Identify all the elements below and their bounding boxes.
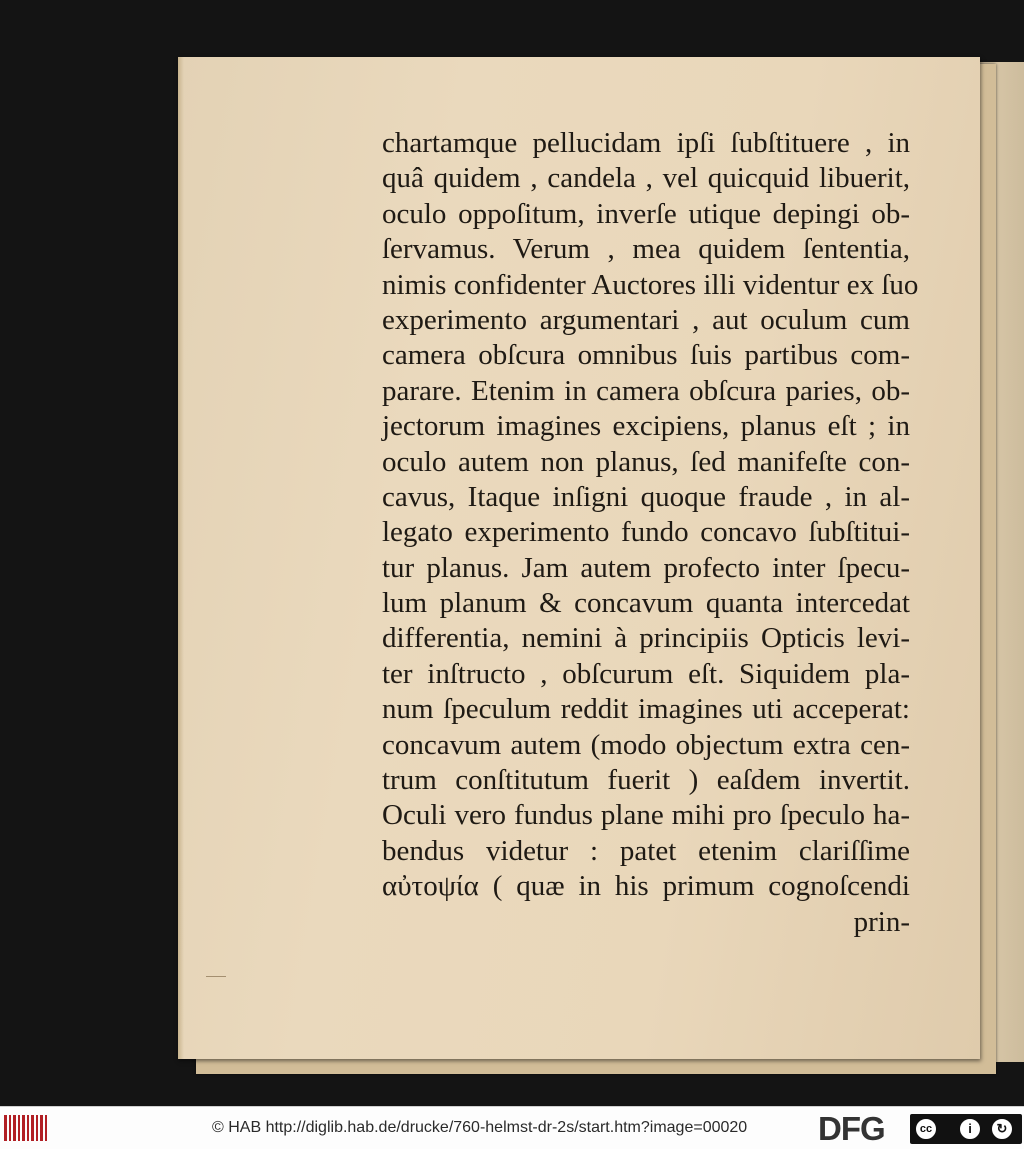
text-line: oculo oppoſitum, inverſe utique depingi ob- [382, 197, 910, 230]
text-line: nimis confidenter Auctores illi videntur ex ſuo [382, 268, 919, 301]
text-line: jectorum imagines excipiens, planus eſt ; in [382, 410, 910, 443]
page-text [382, 126, 919, 940]
text-line: parare. Etenim in camera obſcura paries, ob- [382, 374, 910, 407]
text-line: cavus, Itaque inſigni quoque fraude , in al- [382, 480, 910, 513]
text-line: camera obſcura omnibus ſuis partibus com- [382, 339, 910, 372]
text-line: num ſpeculum reddit imagines uti acceperat: [382, 693, 910, 726]
text-line: αὐτοψία ( quæ in his primum cognoſcendi [382, 870, 910, 903]
catchword: prin- [853, 905, 910, 938]
cc-license-badge[interactable] [910, 1114, 1022, 1144]
page-margin-mark [206, 976, 226, 977]
page-edge-shadow [178, 57, 184, 1059]
text-line: oculo autem non planus, ſed manifeſte con- [382, 445, 910, 478]
text-line: tur planus. Jam autem profecto inter ſpecu- [382, 551, 910, 584]
hab-barcode-logo-icon [4, 1115, 47, 1141]
text-line: trum conſtitutum fuerit ) eaſdem invertit. [382, 764, 910, 797]
text-line: legato experimento fundo concavo ſubſtitui- [382, 516, 910, 549]
text-line: chartamque pellucidam ipſi ſubſtituere , in [382, 127, 910, 159]
dfg-logo: DFG [818, 1110, 885, 1147]
text-line: differentia, nemini à principiis Opticis levi- [382, 622, 910, 655]
copyright-link[interactable]: © HAB http://diglib.hab.de/drucke/760-helmst-dr-2s/start.htm?image=00020 [212, 1119, 748, 1136]
by-icon: i [958, 1117, 982, 1141]
cc-icon: cc [914, 1117, 938, 1141]
text-line: ter inſtructo , obſcurum eſt. Siquidem pla- [382, 657, 910, 690]
text-line: lum planum & concavum quanta intercedat [382, 587, 910, 620]
sa-icon: ↻ [990, 1117, 1014, 1141]
viewer-footer [0, 1106, 1024, 1149]
text-line: experimento argumentari , aut oculum cum [382, 303, 910, 336]
text-line: bendus videtur : patet etenim clariſſime [382, 834, 910, 867]
text-line: quâ quidem , candela , vel quicquid libuerit, [382, 162, 910, 195]
text-line: Oculi vero fundus plane mihi pro ſpeculo ha- [382, 799, 910, 832]
text-line: ſervamus. Verum , mea quidem ſententia, [382, 233, 910, 266]
text-line: concavum autem (modo objectum extra cen- [382, 728, 910, 761]
